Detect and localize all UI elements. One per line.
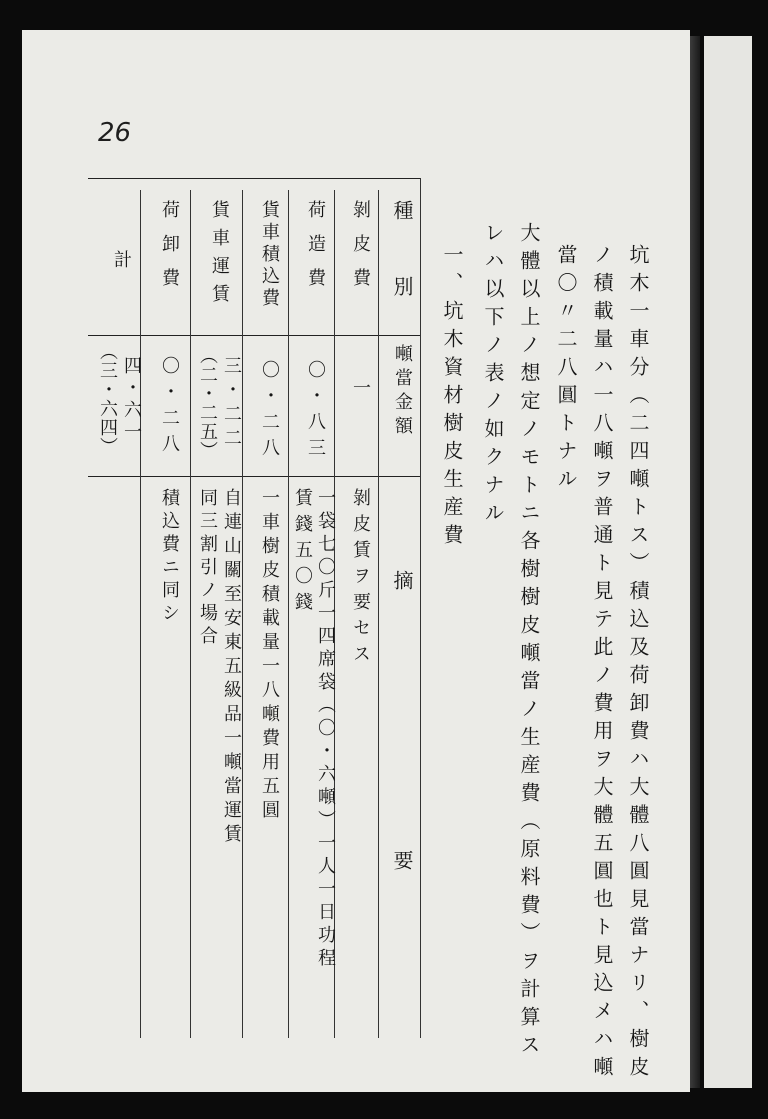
table-right-edge (420, 178, 421, 1038)
row-remark: 一車樹皮積載量一八噸費用五圓 (259, 488, 280, 824)
book-spine-shadow (690, 36, 700, 1088)
row-kind: 剝皮費 (350, 200, 371, 302)
total-label: 計 (111, 250, 132, 276)
header-remarks: 摘 要 (390, 570, 414, 890)
row-amount: 〇・二八 (259, 360, 280, 464)
row-amount: 三・二二 (221, 356, 242, 452)
table-col-line-6 (140, 190, 141, 1038)
facing-page-edge (704, 36, 752, 1088)
row-remark: 賃錢五〇錢 (292, 488, 313, 618)
body-line-4: 大體以上ノ想定ノモトニ各樹樹皮噸當ノ生産費（原料費）ヲ計算ス (517, 222, 541, 1062)
row-amount: 〇・二八 (159, 356, 180, 460)
row-amount: 一 (350, 378, 371, 404)
body-line-1: 坑木一車分（二四噸トス）積込及荷卸費ハ大體八圓見當ナリ、樹皮 (626, 244, 650, 1084)
table-col-line-1 (378, 190, 379, 1038)
table-header-divider (88, 335, 420, 336)
body-line-2: ノ積載量ハ一八噸ヲ普通ト見テ此ノ費用ヲ大體五圓也ト見込メハ噸 (590, 244, 614, 1084)
body-line-3: 當〇〃二八圓トナル (554, 244, 578, 496)
total-amount-note: （三・六四） (97, 342, 118, 456)
table-top-rule (88, 178, 420, 179)
row-remark: 一袋七〇斤一四席袋（〇・六噸）一人一日功程 (315, 488, 336, 971)
row-remark: 剝皮賃ヲ要セス (350, 488, 371, 670)
table-col-line-5 (190, 190, 191, 1038)
body-line-5: レハ以下ノ表ノ如クナル (481, 222, 505, 530)
row-remark: 自連山關至安東五級品一噸當運賃 (221, 488, 242, 848)
header-kind: 種 別 (390, 200, 414, 314)
header-amount: 噸當金額 (392, 344, 413, 440)
row-amount: 〇・八三 (305, 360, 326, 464)
table-amount-divider (88, 476, 420, 477)
row-amount-note: （二・二五） (197, 346, 218, 460)
row-kind: 貨車積込費 (259, 200, 280, 310)
row-kind: 荷造費 (305, 200, 326, 302)
section-heading: 一、坑木資材樹皮生産費 (440, 244, 464, 552)
row-remark: 積込費ニ同シ (159, 488, 180, 626)
row-kind: 貨車運賃 (209, 200, 230, 312)
total-amount: 四・六一 (121, 356, 142, 444)
page-number: 26 (98, 118, 132, 148)
row-remark: 同三割引ノ場合 (197, 488, 218, 649)
row-kind: 荷卸費 (159, 200, 180, 302)
